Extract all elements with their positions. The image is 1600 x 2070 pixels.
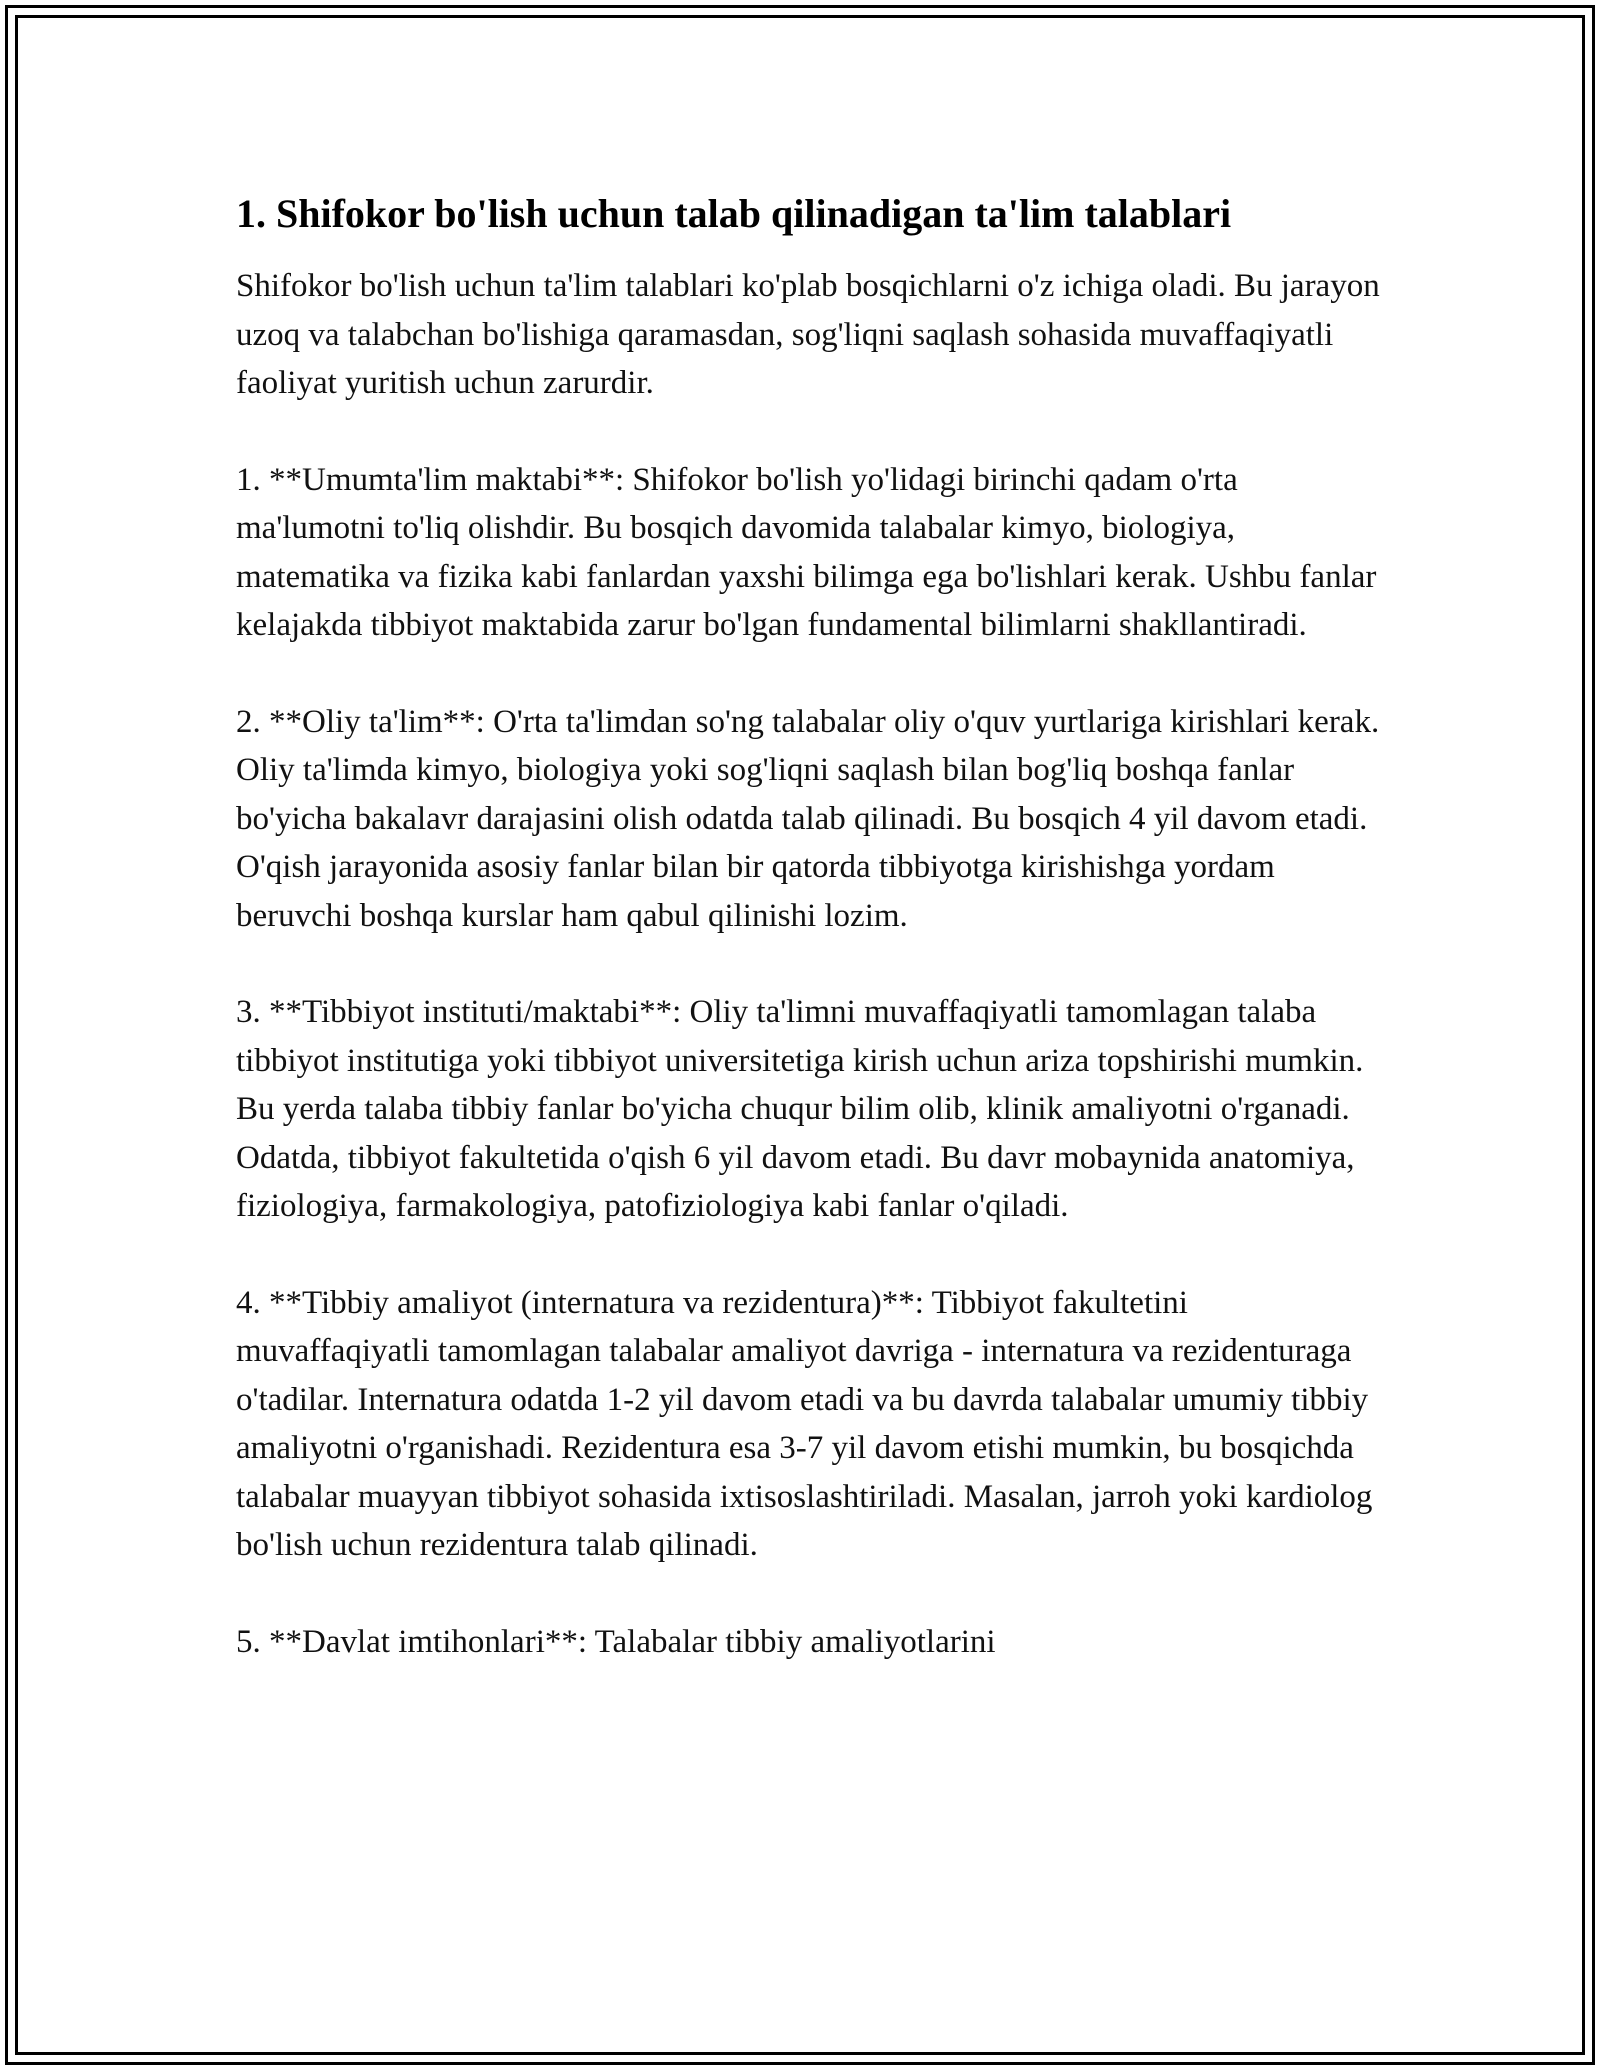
document-title: 1. Shifokor bo'lish uchun talab qilinadigan ta'lim talablari xyxy=(236,191,1232,236)
paragraph-medical-practice: 4. **Tibbiy amaliyot (internatura va rezidentura)**: Tibbiyot fakultetini muvaffaqiyatli tamomlagan talabalar amaliyot davriga - internatura va rezidenturaga o'tadilar. Internatura odatda 1-2 yil davom etadi va bu davrda talabalar umumiy tibbiy amaliyotni o'rganishadi. Rezidentura esa 3-7 yil davom etishi mumkin, bu bosqichda talabalar muayyan tibbiyot sohasida ixtisoslashtiriladi. Masalan, jarroh yoki kardiolog bo'lish uchun rezidentura talab qilinadi. xyxy=(236,1284,1373,1563)
document-body xyxy=(236,188,1386,1714)
paragraph-general-school: 1. **Umumta'lim maktabi**: Shifokor bo'lish yo'lidagi birinchi qadam o'rta ma'lumotni to'liq olishdir. Bu bosqich davomida talabalar kimyo, biologiya, matematika va fizika kabi fanlardan yaxshi bilimga ega bo'lishlari kerak. Ushbu fanlar kelajakda tibbiyot maktabida zarur bo'lgan fundamental bilimlarni shakllantiradi. xyxy=(236,461,1377,643)
intro-paragraph: Shifokor bo'lish uchun ta'lim talablari ko'plab bosqichlarni o'z ichiga oladi. Bu jarayon uzoq va talabchan bo'lishiga qaramasdan, sog'liqni saqlash sohasida muvaffaqiyatli faoliyat yuritish uchun zarurdir. xyxy=(236,268,1380,401)
paragraph-state-exams: 5. **Davlat imtihonlari**: Talabalar tibbiy amaliyotlarini xyxy=(236,1623,996,1660)
paragraph-higher-education: 2. **Oliy ta'lim**: O'rta ta'limdan so'ng talabalar oliy o'quv yurtlariga kirishlari kerak. Oliy ta'limda kimyo, biologiya yoki sog'liqni saqlash bilan bog'liq boshqa fanlar bo'yicha bakalavr darajasini olish odatda talab qilinadi. Bu bosqich 4 yil davom etadi. O'qish jarayonida asosiy fanlar bilan bir qatorda tibbiyotga kirishishga yordam beruvchi boshqa kurslar ham qabul qilinishi lozim. xyxy=(236,703,1380,934)
paragraph-medical-school: 3. **Tibbiyot instituti/maktabi**: Oliy ta'limni muvaffaqiyatli tamomlagan talaba tibbiyot institutiga yoki tibbiyot universitetiga kirish uchun ariza topshirishi mumkin. Bu yerda talaba tibbiy fanlar bo'yicha chuqur bilim olib, klinik amaliyotni o'rganadi. Odatda, tibbiyot fakultetida o'qish 6 yil davom etadi. Bu davr mobaynida anatomiya, fiziologiya, farmakologiya, patofiziologiya kabi fanlar o'qiladi. xyxy=(236,994,1364,1224)
